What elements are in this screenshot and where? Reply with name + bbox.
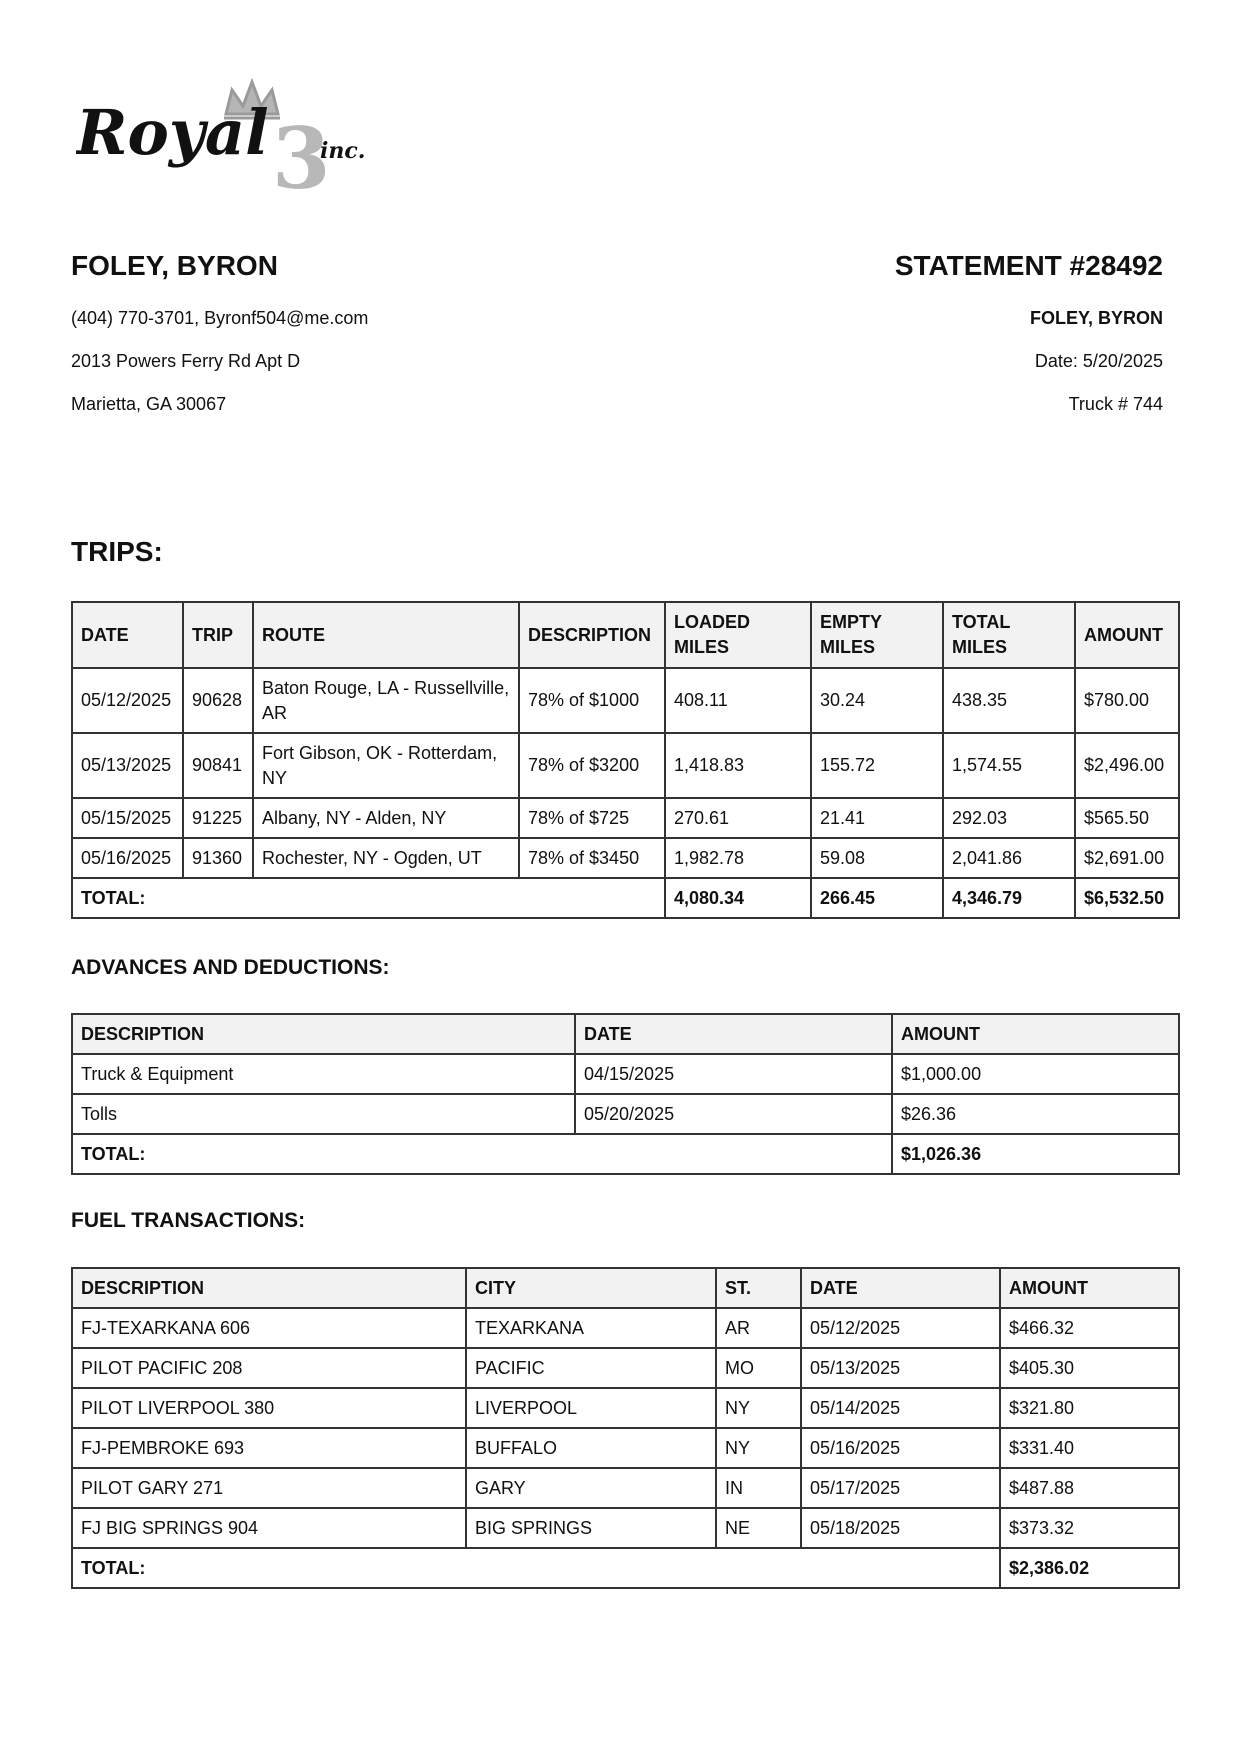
trip-route: Rochester, NY - Ogden, UT — [253, 838, 519, 878]
fuel-header-row — [72, 1268, 1179, 1308]
col-header-state: ST. — [716, 1268, 801, 1308]
total-amount: $6,532.50 — [1075, 878, 1179, 918]
trip-description: 78% of $1000 — [519, 668, 665, 733]
advances-total-row — [72, 1134, 1179, 1174]
logo-suffix: inc. — [320, 138, 366, 164]
header-line: MILES — [820, 637, 876, 657]
advance-description: Truck & Equipment — [72, 1054, 575, 1094]
trip-description: 78% of $725 — [519, 798, 665, 838]
trip-empty-miles: 59.08 — [811, 838, 943, 878]
table-row — [72, 1508, 1179, 1548]
trips-total-row — [72, 878, 1179, 918]
advances-header-row — [72, 1014, 1179, 1054]
fuel-total-row — [72, 1548, 1179, 1588]
table-row — [72, 1348, 1179, 1388]
fuel-state: AR — [716, 1308, 801, 1348]
fuel-description: FJ-TEXARKANA 606 — [72, 1308, 466, 1348]
total-total-miles: 4,346.79 — [943, 878, 1075, 918]
trips-table — [71, 601, 1180, 919]
company-logo — [76, 76, 386, 196]
trip-total-miles: 292.03 — [943, 798, 1075, 838]
trip-total-miles: 438.35 — [943, 668, 1075, 733]
table-row — [72, 798, 1179, 838]
total-loaded-miles: 4,080.34 — [665, 878, 811, 918]
statement-title: STATEMENT #28492 — [894, 250, 1163, 281]
fuel-city: PACIFIC — [466, 1348, 716, 1388]
statement-date: Date: 5/20/2025 — [1034, 351, 1163, 371]
table-row — [72, 1094, 1179, 1134]
trip-loaded-miles: 270.61 — [665, 798, 811, 838]
trip-empty-miles: 155.72 — [811, 733, 943, 798]
advance-amount: $1,000.00 — [892, 1054, 1179, 1094]
fuel-description: PILOT LIVERPOOL 380 — [72, 1388, 466, 1428]
fuel-date: 05/13/2025 — [801, 1348, 1000, 1388]
fuel-amount: $321.80 — [1000, 1388, 1179, 1428]
fuel-state: NY — [716, 1428, 801, 1468]
trip-route: Baton Rouge, LA - Russellville, AR — [253, 668, 519, 733]
driver-contact: (404) 770-3701, Byronf504@me.com — [71, 308, 369, 328]
table-row — [72, 733, 1179, 798]
trips-header-row — [72, 602, 1179, 668]
trip-loaded-miles: 1,982.78 — [665, 838, 811, 878]
advance-amount: $26.36 — [892, 1094, 1179, 1134]
fuel-title: FUEL TRANSACTIONS: — [71, 1209, 306, 1232]
table-row — [72, 1428, 1179, 1468]
col-header-loaded-miles — [665, 602, 811, 668]
table-row — [72, 838, 1179, 878]
advances-title: ADVANCES AND DEDUCTIONS: — [71, 956, 390, 979]
trip-amount: $2,496.00 — [1075, 733, 1179, 798]
advance-date: 05/20/2025 — [575, 1094, 892, 1134]
fuel-description: PILOT GARY 271 — [72, 1468, 466, 1508]
col-header-description: DESCRIPTION — [72, 1268, 466, 1308]
trip-number: 91360 — [183, 838, 253, 878]
advance-description: Tolls — [72, 1094, 575, 1134]
fuel-date: 05/17/2025 — [801, 1468, 1000, 1508]
trip-description: 78% of $3200 — [519, 733, 665, 798]
fuel-amount: $405.30 — [1000, 1348, 1179, 1388]
fuel-table — [71, 1267, 1180, 1589]
fuel-amount: $373.32 — [1000, 1508, 1179, 1548]
logo-wordmark: Royal — [76, 96, 269, 169]
driver-address-line2: Marietta, GA 30067 — [71, 394, 227, 414]
fuel-description: FJ BIG SPRINGS 904 — [72, 1508, 466, 1548]
fuel-description: FJ-PEMBROKE 693 — [72, 1428, 466, 1468]
col-header-amount: AMOUNT — [892, 1014, 1179, 1054]
col-header-total-miles — [943, 602, 1075, 668]
fuel-state: NE — [716, 1508, 801, 1548]
fuel-date: 05/16/2025 — [801, 1428, 1000, 1468]
header-line: TOTAL — [952, 612, 1011, 632]
trip-date: 05/16/2025 — [72, 838, 183, 878]
truck-number: Truck # 744 — [1068, 394, 1163, 414]
fuel-city: BUFFALO — [466, 1428, 716, 1468]
trip-amount: $2,691.00 — [1075, 838, 1179, 878]
col-header-description: DESCRIPTION — [519, 602, 665, 668]
trip-date: 05/13/2025 — [72, 733, 183, 798]
trip-number: 90841 — [183, 733, 253, 798]
driver-address-line1: 2013 Powers Ferry Rd Apt D — [71, 351, 301, 371]
col-header-date: DATE — [72, 602, 183, 668]
col-header-amount: AMOUNT — [1075, 602, 1179, 668]
fuel-date: 05/12/2025 — [801, 1308, 1000, 1348]
statement-driver-name: FOLEY, BYRON — [1029, 308, 1163, 328]
col-header-city: CITY — [466, 1268, 716, 1308]
table-row — [72, 1054, 1179, 1094]
trip-loaded-miles: 408.11 — [665, 668, 811, 733]
fuel-city: TEXARKANA — [466, 1308, 716, 1348]
trip-route: Albany, NY - Alden, NY — [253, 798, 519, 838]
fuel-state: MO — [716, 1348, 801, 1388]
fuel-amount: $331.40 — [1000, 1428, 1179, 1468]
fuel-date: 05/14/2025 — [801, 1388, 1000, 1428]
logo-number: 3 — [272, 109, 331, 196]
trips-title: TRIPS: — [71, 536, 163, 567]
header-line: EMPTY — [820, 612, 883, 632]
trip-number: 91225 — [183, 798, 253, 838]
trip-empty-miles: 21.41 — [811, 798, 943, 838]
fuel-amount: $466.32 — [1000, 1308, 1179, 1348]
trip-amount: $565.50 — [1075, 798, 1179, 838]
total-amount: $1,026.36 — [892, 1134, 1179, 1174]
header-line: MILES — [674, 637, 730, 657]
trip-total-miles: 1,574.55 — [943, 733, 1075, 798]
table-row — [72, 1308, 1179, 1348]
table-row — [72, 1468, 1179, 1508]
trip-total-miles: 2,041.86 — [943, 838, 1075, 878]
col-header-date: DATE — [575, 1014, 892, 1054]
trip-loaded-miles: 1,418.83 — [665, 733, 811, 798]
header-line: MILES — [952, 637, 1008, 657]
table-row — [72, 1388, 1179, 1428]
advance-date: 04/15/2025 — [575, 1054, 892, 1094]
advances-table — [71, 1013, 1180, 1175]
table-row — [72, 668, 1179, 733]
header-line: LOADED — [674, 612, 750, 632]
total-label: TOTAL: — [72, 1134, 892, 1174]
fuel-city: BIG SPRINGS — [466, 1508, 716, 1548]
trip-number: 90628 — [183, 668, 253, 733]
trip-empty-miles: 30.24 — [811, 668, 943, 733]
fuel-description: PILOT PACIFIC 208 — [72, 1348, 466, 1388]
col-header-date: DATE — [801, 1268, 1000, 1308]
trip-date: 05/15/2025 — [72, 798, 183, 838]
driver-name: FOLEY, BYRON — [71, 250, 278, 281]
fuel-city: LIVERPOOL — [466, 1388, 716, 1428]
royal3-logo-graphic — [76, 76, 386, 196]
total-label: TOTAL: — [72, 878, 665, 918]
fuel-state: IN — [716, 1468, 801, 1508]
fuel-date: 05/18/2025 — [801, 1508, 1000, 1548]
fuel-state: NY — [716, 1388, 801, 1428]
trip-date: 05/12/2025 — [72, 668, 183, 733]
fuel-city: GARY — [466, 1468, 716, 1508]
trip-description: 78% of $3450 — [519, 838, 665, 878]
col-header-description: DESCRIPTION — [72, 1014, 575, 1054]
col-header-route: ROUTE — [253, 602, 519, 668]
col-header-trip: TRIP — [183, 602, 253, 668]
total-empty-miles: 266.45 — [811, 878, 943, 918]
col-header-empty-miles — [811, 602, 943, 668]
total-amount: $2,386.02 — [1000, 1548, 1179, 1588]
fuel-amount: $487.88 — [1000, 1468, 1179, 1508]
col-header-amount: AMOUNT — [1000, 1268, 1179, 1308]
trip-route: Fort Gibson, OK - Rotterdam, NY — [253, 733, 519, 798]
total-label: TOTAL: — [72, 1548, 1000, 1588]
trip-amount: $780.00 — [1075, 668, 1179, 733]
